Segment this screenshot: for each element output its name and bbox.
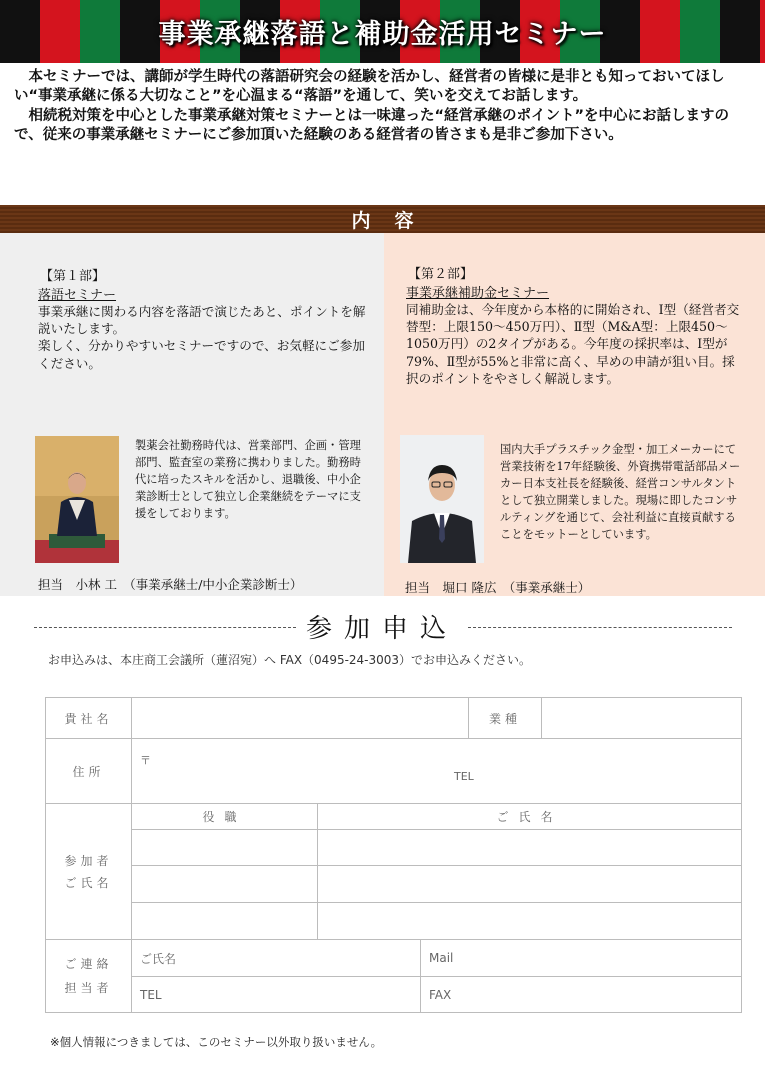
contact-mail-field[interactable] [421, 940, 742, 977]
part2-presenter-bio: 国内大手プラスチック金型・加工メーカーにて営業技術を17年経験後、外資携帯電話部品メーカー日本支社長を経験後、経営コンサルタントとして独立開業しました。現場に即したコンサルティングを通じて、会社利益に直接貢献することをモットーとしています。 [500, 443, 741, 541]
participant-name-label [46, 804, 132, 940]
intro-paragraph-2: 相続税対策を中心とした事業承継対策セミナーとは一味違った“経営承継のポイント”を中心にお話しますので、従来の事業承継セミナーにご参加頂いた経験のある経営者の皆さまも是非ご参加下さい。 [14, 107, 730, 143]
participant-label-line-2: ご氏名 [64, 875, 113, 890]
industry-field[interactable] [542, 698, 742, 739]
part1-description: 事業承継に関わる内容を落語で演じたあと、ポイントを解説いたします。 楽しく、分かりやすいセミナーですので、お気軽にご参加ください。 [38, 304, 366, 371]
postal-mark: 〒 [140, 754, 151, 767]
participant-1-name-field[interactable] [318, 830, 742, 866]
industry-label: 業種 [469, 698, 542, 739]
position-column-header: 役職 [132, 804, 318, 830]
part1-label: 【第１部】 [40, 269, 106, 284]
contents-title: 内容 [351, 209, 438, 232]
part1-subtitle: 落語セミナー [38, 288, 117, 303]
participant-3-name-field[interactable] [318, 903, 742, 940]
part1-section [0, 233, 384, 596]
participant-1-position-field[interactable] [132, 830, 318, 866]
participant-name-column-header: ご氏名 [318, 804, 742, 830]
application-form [45, 697, 742, 1013]
participant-label-line-1: 参加者 [64, 853, 113, 868]
company-name-field[interactable] [132, 698, 469, 739]
divider-right [468, 627, 732, 628]
address-label: 住所 [46, 739, 132, 804]
contact-person-label [46, 940, 132, 1013]
participant-3-position-field[interactable] [132, 903, 318, 940]
person-photo-icon [35, 436, 119, 563]
mail-label: Mail [429, 951, 454, 965]
contact-name-label: ご氏名 [140, 951, 177, 966]
part1-presenter-name: 担当 小林 工 （事業承継士/中小企業診断士） [38, 577, 303, 592]
contact-fax-field[interactable] [421, 977, 742, 1013]
part2-presenter-name: 担当 堀口 隆広 （事業承継士） [405, 580, 591, 595]
part2-section [384, 233, 765, 596]
contact-tel-field[interactable] [132, 977, 421, 1013]
part2-subtitle: 事業承継補助金セミナー [406, 286, 550, 301]
intro-text [14, 68, 752, 145]
fax-label: FAX [429, 987, 452, 1002]
participant-2-name-field[interactable] [318, 866, 742, 903]
contact-name-field[interactable] [132, 940, 421, 977]
company-name-label: 貴社名 [46, 698, 132, 739]
contact-label-line-2: 担当者 [64, 981, 113, 995]
address-field[interactable] [132, 739, 742, 804]
contact-label-line-1: ご連絡 [64, 957, 113, 971]
presenter-photo-horiguchi [400, 435, 484, 563]
person-photo-icon [400, 435, 484, 563]
application-title: 参加申込 [305, 614, 458, 644]
privacy-footnote: ※個人情報につきましては、このセミナー以外取り扱いません。 [50, 1035, 383, 1049]
address-tel-label: TEL [454, 770, 474, 783]
contact-tel-label: TEL [140, 987, 162, 1002]
part1-presenter-bio: 製薬会社勤務時代は、営業部門、企画・管理部門、監査室の業務に携わりました。勤務時代に培ったスキルを活かし、退職後、中小企業診断士として独立し企業継続をテーマに支援をしております。 [135, 439, 361, 520]
presenter-photo-kobayashi [35, 436, 119, 563]
divider-left [34, 627, 296, 628]
intro-paragraph-1: 本セミナーでは、講師が学生時代の落語研究会の経験を活かし、経営者の皆様に是非とも知っておいてほしい“事業承継に係る大切なこと”を心温まる“落語”を通して、笑いを交えてお話します。 [14, 69, 725, 105]
contents-header-bar [0, 205, 765, 233]
participant-2-position-field[interactable] [132, 866, 318, 903]
part2-description: 同補助金は、今年度から本格的に開始され、Ⅰ型（経営者交替型：上限150～450万円）、Ⅱ型（M&A型：上限450～1050万円）の2タイプがある。今年度の採択率は、Ⅰ型が79%、Ⅱ型が55%と非常に高く、早めの申請が狙い目。採択のポイントをやさしく解説します。 [406, 302, 740, 386]
application-note: お申込みは、本庄商工会議所（蓮沼宛）へ FAX（0495-24-3003）でお申込みください。 [48, 653, 532, 667]
part2-label: 【第２部】 [408, 267, 474, 282]
page-title: 事業承継落語と補助金活用セミナー [158, 19, 607, 50]
